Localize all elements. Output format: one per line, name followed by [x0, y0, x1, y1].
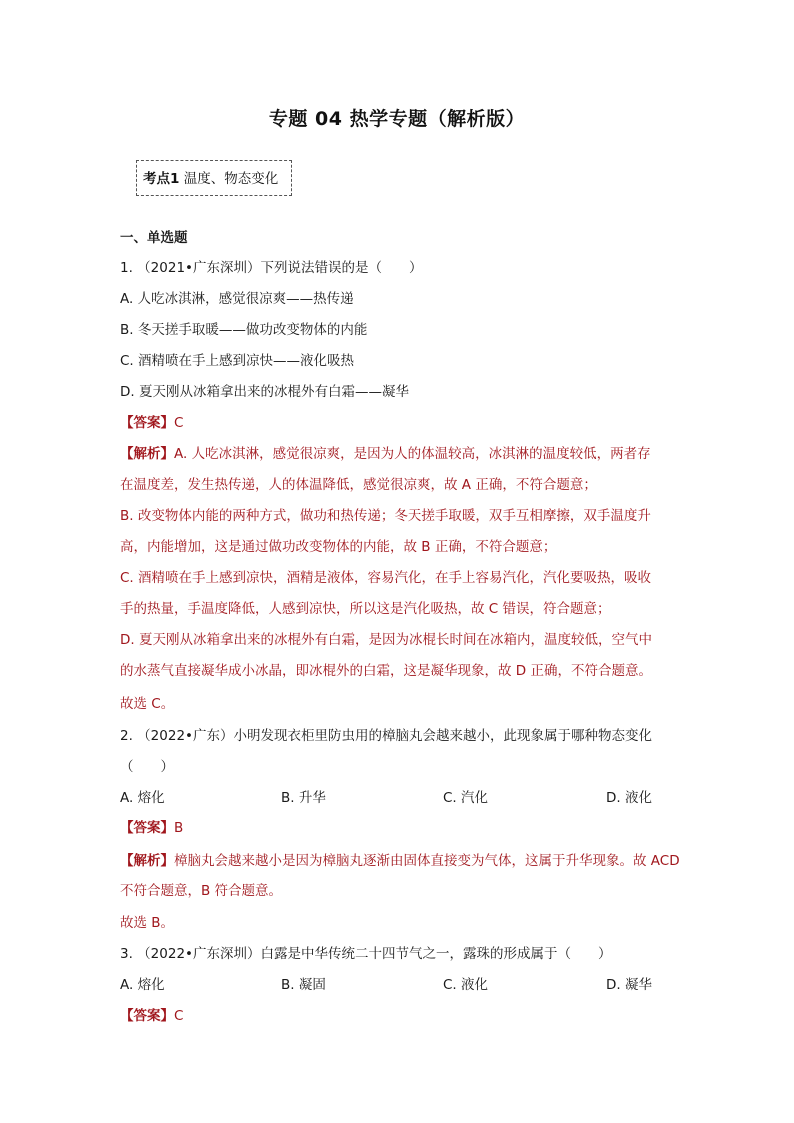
section-heading: 一、单选题: [120, 230, 188, 246]
q2-option-d: D. 液化: [606, 790, 652, 806]
q2-option-b: B. 升华: [281, 790, 326, 806]
answer-tag: 【答案】: [120, 415, 174, 431]
analysis-tag: 【解析】: [120, 446, 174, 462]
analysis-text: A. 人吃冰淇淋，感觉很凉爽，是因为人的体温较高，冰淇淋的温度较低，两者存: [174, 446, 651, 462]
analysis-text: 樟脑丸会越来越小是因为樟脑丸逐渐由固体直接变为气体，这属于升华现象。故 ACD: [174, 853, 680, 869]
q1-analysis-line: D. 夏天刚从冰箱拿出来的冰棍外有白霜，是因为冰棍长时间在冰箱内，温度较低，空气中: [120, 632, 652, 648]
q1-analysis-line: 手的热量，手温度降低，人感到凉快，所以这是汽化吸热，故 C 错误，符合题意；: [120, 601, 611, 617]
q3-answer: [120, 1006, 183, 1026]
q1-analysis-line: 的水蒸气直接凝华成小冰晶，即冰棍外的白霜，这是凝华现象，故 D 正确，不符合题意。: [120, 663, 652, 679]
answer-value: C: [174, 1008, 184, 1024]
answer-tag: 【答案】: [120, 1008, 174, 1024]
topic-box: [136, 160, 292, 196]
q2-answer: [120, 818, 183, 838]
q1-analysis-line: 高，内能增加，这是通过做功改变物体的内能，故 B 正确，不符合题意；: [120, 539, 557, 555]
answer-tag: 【答案】: [120, 820, 174, 836]
q2-stem-paren: （ ）: [120, 759, 174, 775]
q3-option-c: C. 液化: [443, 977, 489, 993]
q2-option-c: C. 汽化: [443, 790, 489, 806]
q1-option-a: A. 人吃冰淇淋，感觉很凉爽——热传递: [120, 291, 354, 307]
q2-analysis-line: [120, 851, 680, 871]
answer-value: C: [174, 415, 184, 431]
q2-stem: 2. （2022•广东）小明发现衣柜里防虫用的樟脑丸会越来越小，此现象属于哪种物态变化: [120, 728, 652, 744]
q2-option-a: A. 熔化: [120, 790, 165, 806]
q1-analysis-line: B. 改变物体内能的两种方式，做功和热传递；冬天搓手取暖，双手互相摩擦，双手温度升: [120, 508, 651, 524]
q1-stem: 1. （2021•广东深圳）下列说法错误的是（ ）: [120, 260, 423, 276]
q1-analysis-line: 在温度差，发生热传递，人的体温降低，感觉很凉爽，故 A 正确，不符合题意；: [120, 477, 597, 493]
q2-analysis-line: 不符合题意，B 符合题意。: [120, 883, 283, 899]
q3-stem: 3. （2022•广东深圳）白露是中华传统二十四节气之一，露珠的形成属于（ ）: [120, 946, 612, 962]
q1-option-b: B. 冬天搓手取暖——做功改变物体的内能: [120, 322, 368, 338]
q1-analysis-line: [120, 444, 651, 464]
q1-analysis-line: C. 酒精喷在手上感到凉快，酒精是液体，容易汽化，在手上容易汽化，汽化要吸热，吸收: [120, 570, 652, 586]
topic-text: 温度、物态变化: [179, 171, 279, 187]
q1-option-c: C. 酒精喷在手上感到凉快——液化吸热: [120, 353, 355, 369]
q3-option-a: A. 熔化: [120, 977, 165, 993]
analysis-tag: 【解析】: [120, 853, 174, 869]
q1-option-d: D. 夏天刚从冰箱拿出来的冰棍外有白霜——凝华: [120, 384, 409, 400]
page-title: 专题 04 热学专题（解析版）: [268, 108, 526, 130]
answer-value: B: [174, 820, 184, 836]
q2-conclusion: 故选 B。: [120, 915, 175, 931]
q3-option-b: B. 凝固: [281, 977, 326, 993]
q1-conclusion: 故选 C。: [120, 696, 175, 712]
q1-answer: [120, 413, 183, 433]
topic-label: 考点1: [143, 171, 180, 187]
q3-option-d: D. 凝华: [606, 977, 652, 993]
